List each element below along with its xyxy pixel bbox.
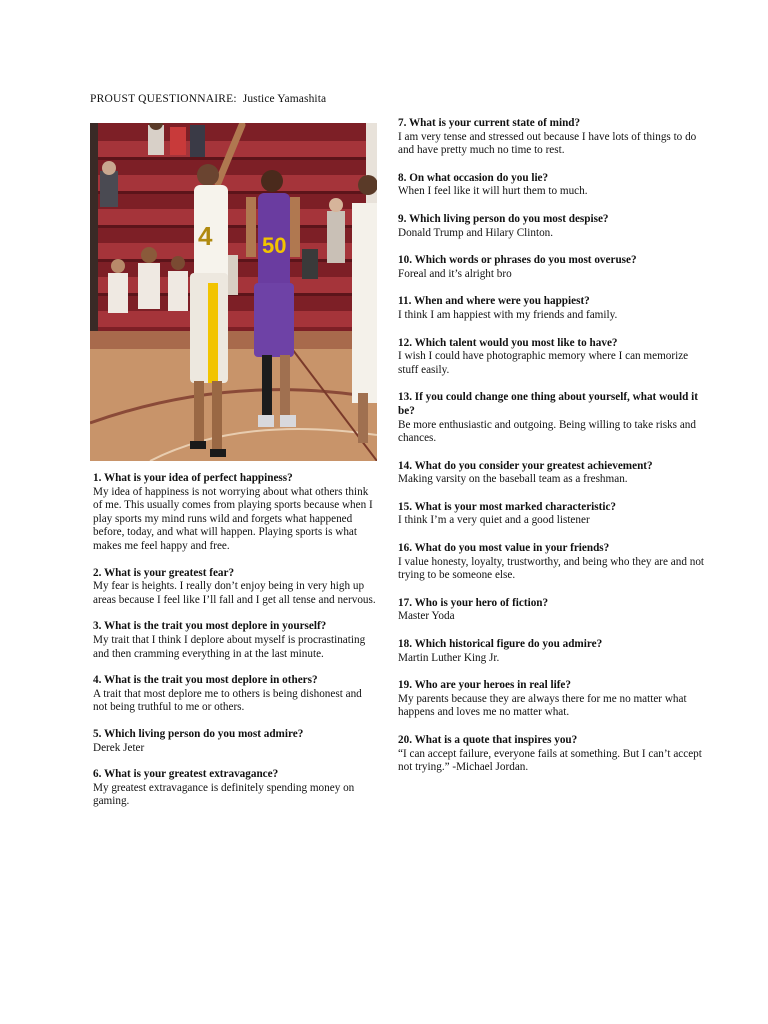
- question-block: [398, 295, 708, 322]
- question-text: 15. What is your most marked characteristic?: [398, 500, 617, 513]
- question-text: 10. Which words or phrases do you most overuse?: [398, 254, 637, 267]
- question-block: [398, 597, 708, 624]
- question-text: 20. What is a quote that inspires you?: [398, 734, 578, 746]
- question-block: [93, 728, 378, 755]
- answer-text: I think I am happiest with my friends and family.: [398, 308, 618, 321]
- answer-text: I think I’m a very quiet and a good listener: [398, 514, 590, 527]
- answer-text: A trait that most deplore me to others is being dishonest and not being truthful to me or others.: [93, 687, 362, 714]
- question-block: [398, 254, 708, 281]
- answer-text: Be more enthusiastic and outgoing. Being willing to take risks and chances.: [398, 418, 696, 445]
- question-block: [398, 542, 708, 583]
- question-block: [398, 734, 708, 775]
- answer-text: My trait that I think I deplore about myself is procrastinating and then cramming everything in at the last minute.: [93, 633, 366, 660]
- question-text: 4. What is the trait you most deplore in others?: [93, 674, 318, 687]
- answer-text: My idea of happiness is not worrying about what others think of me. This usually comes from playing sports because when I play sports my mind runs wild and forgets what happened before, today, and what will happen. Playing sports is what makes me feel happy and free.: [93, 485, 373, 552]
- answer-text: “I can accept failure, everyone fails at something. But I can’t accept not trying.” -Michael Jordan.: [398, 747, 702, 774]
- answer-text: Martin Luther King Jr.: [398, 651, 500, 664]
- question-block: [398, 501, 708, 528]
- question-text: 7. What is your current state of mind?: [398, 117, 581, 129]
- answer-text: Foreal and it’s alright bro: [398, 267, 512, 280]
- document-header: [90, 93, 326, 105]
- question-text: 8. On what occasion do you lie?: [398, 171, 549, 184]
- question-text: 13. If you could change one thing about yourself, what would it be?: [398, 391, 698, 417]
- question-text: 1. What is your idea of perfect happiness?: [93, 472, 293, 484]
- questions-left-column: [93, 472, 378, 809]
- answer-text: Derek Jeter: [93, 741, 145, 754]
- question-block: [93, 620, 378, 661]
- question-text: 19. Who are your heroes in real life?: [398, 679, 571, 692]
- answer-text: I wish I could have photographic memory where I can memorize stuff easily.: [398, 350, 689, 376]
- question-text: 14. What do you consider your greatest achievement?: [398, 459, 653, 472]
- respondent-name: Justice Yamashita: [242, 93, 327, 105]
- question-text: 18. Which historical figure do you admire?: [398, 638, 603, 651]
- questions-right-column: [398, 117, 708, 775]
- answer-text: Donald Trump and Hilary Clinton.: [398, 226, 554, 239]
- question-block: [398, 638, 708, 665]
- question-block: [93, 567, 378, 608]
- question-block: [398, 391, 708, 445]
- question-text: 11. When and where were you happiest?: [398, 295, 590, 308]
- basketball-photo-illustration: [90, 123, 377, 461]
- question-block: [398, 679, 708, 720]
- jersey-number-purple: 50: [262, 233, 287, 258]
- answer-text: My parents because they are always there for me no matter what happens and loves me no matter what.: [398, 692, 687, 719]
- answer-text: I value honesty, loyalty, trustworthy, and being who they are and not trying to be someone else.: [398, 555, 705, 582]
- question-block: [93, 472, 378, 554]
- question-text: 9. Which living person do you most despise?: [398, 212, 609, 225]
- question-text: 12. Which talent would you most like to have?: [398, 336, 618, 349]
- answer-text: My greatest extravagance is definitely spending money on gaming.: [93, 781, 355, 808]
- question-text: 6. What is your greatest extravagance?: [93, 768, 279, 781]
- question-text: 3. What is the trait you most deplore in yourself?: [93, 620, 327, 633]
- question-block: [398, 337, 708, 378]
- question-block: [398, 117, 708, 158]
- question-block: [398, 172, 708, 199]
- answer-text: Making varsity on the baseball team as a freshman.: [398, 473, 628, 486]
- question-text: 5. Which living person do you most admire?: [93, 727, 304, 740]
- question-block: [398, 213, 708, 240]
- question-text: 2. What is your greatest fear?: [93, 566, 235, 579]
- basketball-photo: [90, 123, 377, 461]
- jersey-number-white: 4: [198, 221, 213, 251]
- answer-text: Master Yoda: [398, 610, 455, 623]
- question-text: 17. Who is your hero of fiction?: [398, 596, 549, 609]
- answer-text: My fear is heights. I really don’t enjoy being in very high up areas because I feel like I’ll fall and I get all tense and nervous.: [93, 580, 376, 606]
- question-block: [398, 460, 708, 487]
- answer-text: I am very tense and stressed out because I have lots of things to do and have pretty much no time to rest.: [398, 130, 697, 157]
- question-text: 16. What do you most value in your friends?: [398, 542, 610, 555]
- answer-text: When I feel like it will hurt them to much.: [398, 185, 588, 198]
- question-block: [93, 674, 378, 715]
- questionnaire-title: PROUST QUESTIONNAIRE:: [90, 93, 237, 105]
- question-block: [93, 768, 378, 809]
